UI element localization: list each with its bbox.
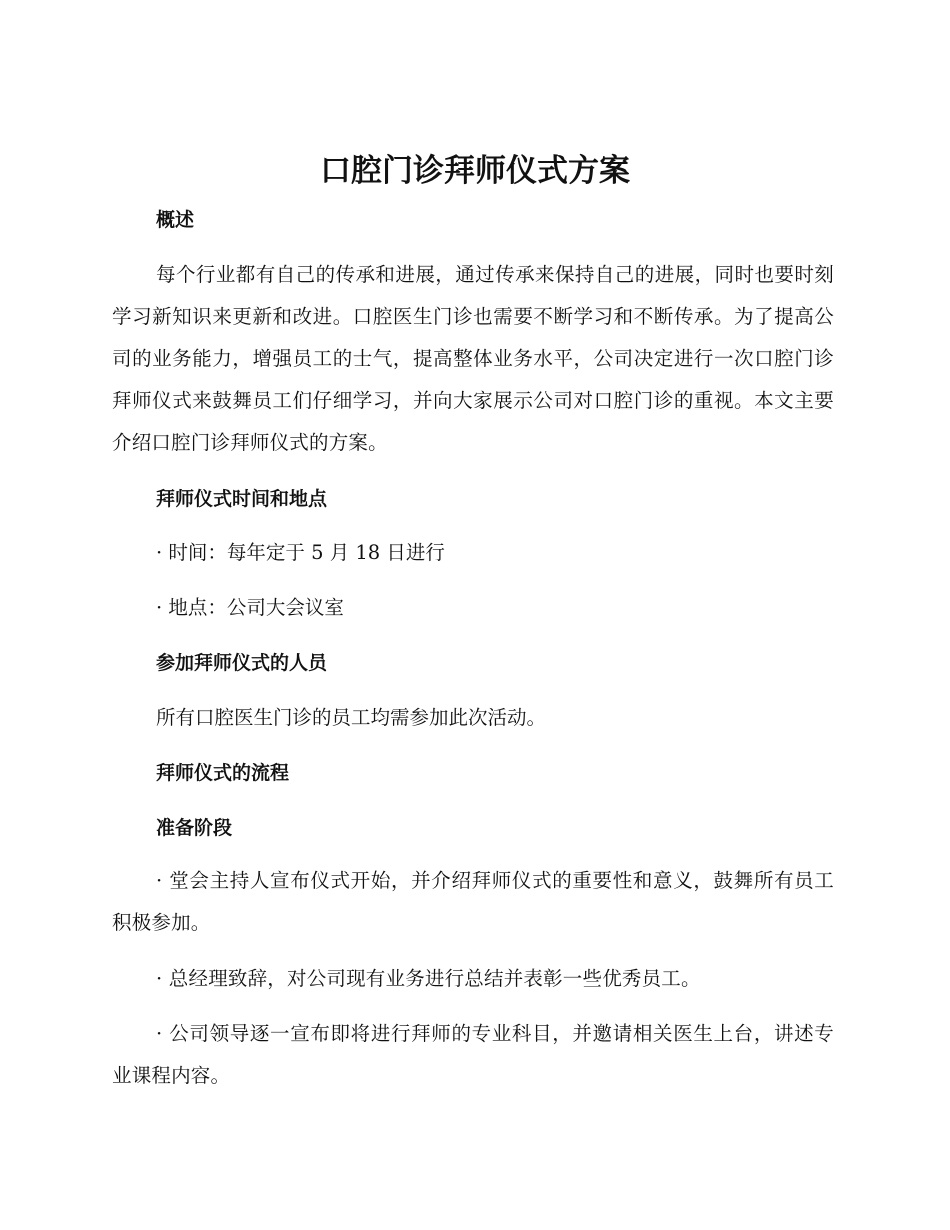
time-item: · 时间：每年定于 5 月 18 日进行	[156, 541, 445, 564]
section-heading-overview: 概述	[156, 209, 195, 231]
section-heading-participants: 参加拜师仪式的人员	[156, 652, 328, 674]
section-heading-process: 拜师仪式的流程	[156, 762, 290, 784]
process-list-item: · 堂会主持人宣布仪式开始，并介绍拜师仪式的重要性和意义，鼓舞所有员工积极参加。	[112, 869, 834, 934]
participants-paragraph: 所有口腔医生门诊的员工均需参加此次活动。	[156, 706, 547, 729]
document-title: 口腔门诊拜师仪式方案	[320, 153, 630, 189]
place-item: · 地点：公司大会议室	[156, 596, 344, 619]
overview-paragraph: 每个行业都有自己的传承和进展，通过传承来保持自己的进展，同时也要时刻学习新知识来更新和改进。口腔医生门诊也需要不断学习和不断传承。为了提高公司的业务能力，增强员工的士气，提高整体业务水平，公司决定进行一次口腔门诊拜师仪式来鼓舞员工们仔细学习，并向大家展示公司对口腔门诊的重视。本文主要介绍口腔门诊拜师仪式的方案。	[112, 263, 834, 454]
process-list-item: · 总经理致辞，对公司现有业务进行总结并表彰一些优秀员工。	[156, 967, 701, 990]
process-list-item: · 公司领导逐一宣布即将进行拜师的专业科目，并邀请相关医生上台，讲述专业课程内容。	[112, 1022, 834, 1087]
section-heading-time-place: 拜师仪式时间和地点	[156, 488, 328, 510]
subsection-heading-preparation: 准备阶段	[156, 817, 233, 839]
